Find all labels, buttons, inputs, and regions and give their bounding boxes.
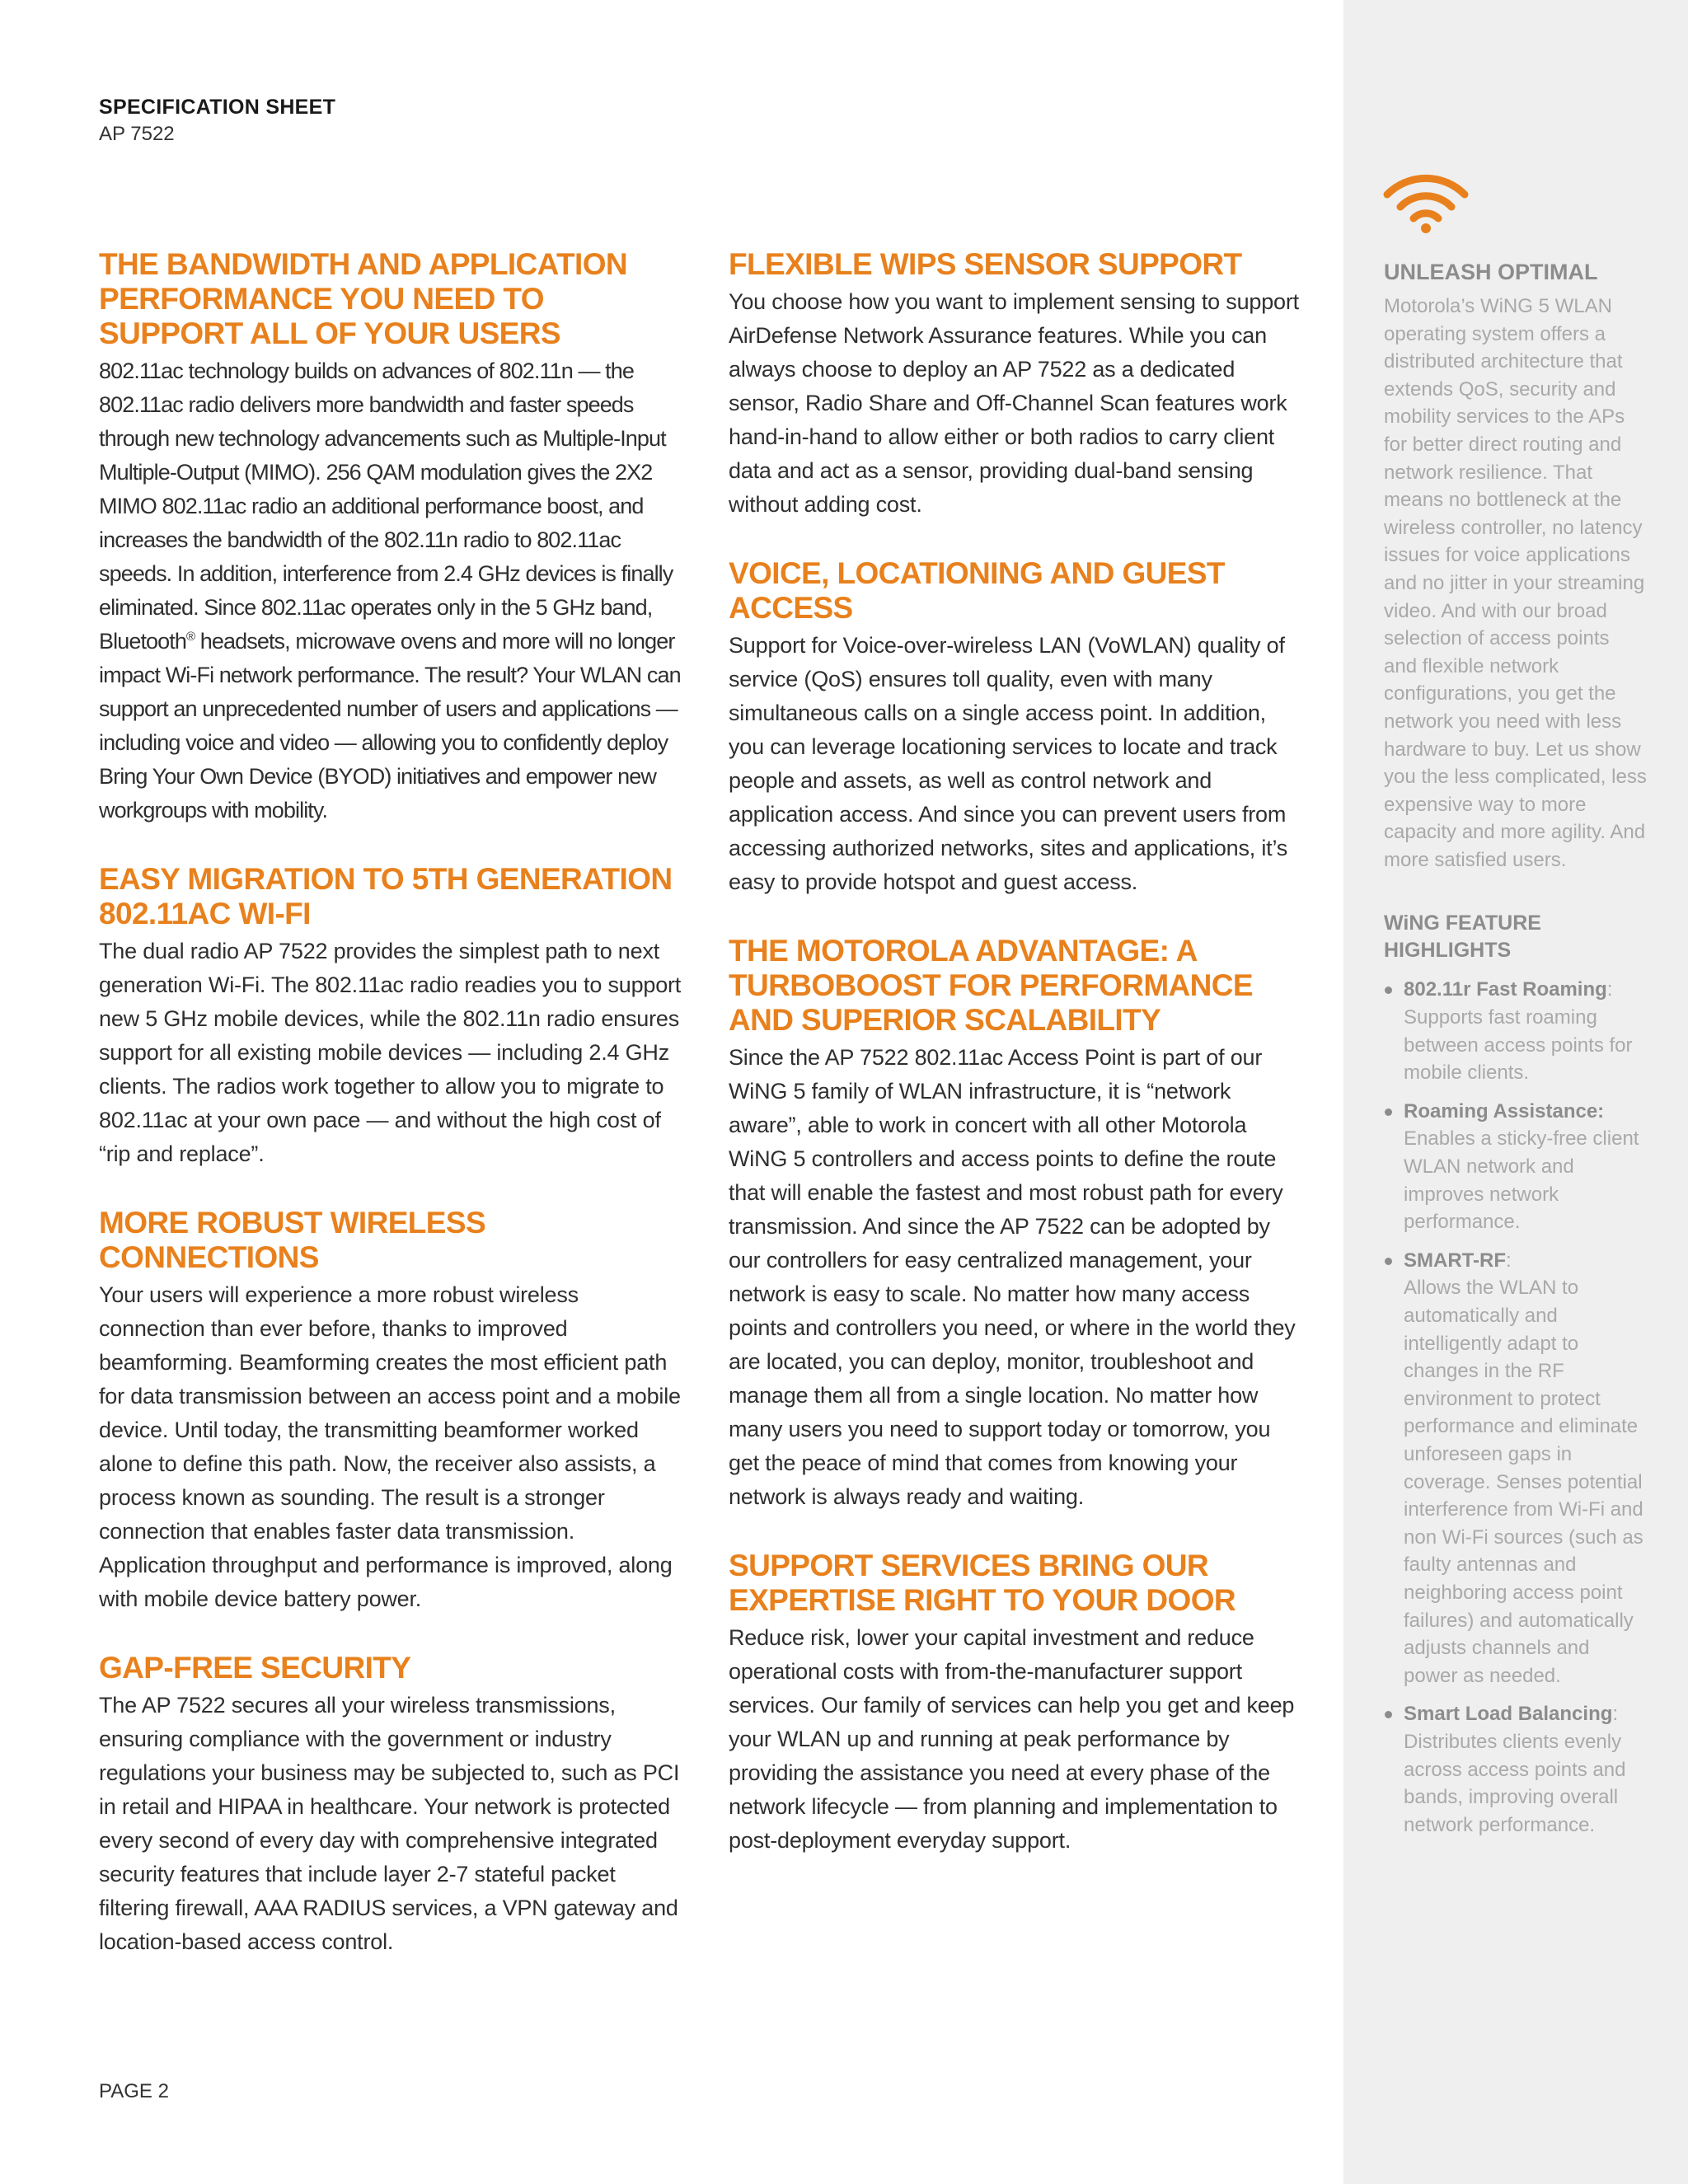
left-column (99, 247, 684, 1994)
section-heading: FLEXIBLE WIPS SENSOR SUPPORT (729, 247, 1242, 281)
section-body: The dual radio AP 7522 provides the simplest path to next generation Wi-Fi. The 802.11ac radio readies you to support new 5 GHz mobile devices, while the 802.11n radio ensures support for all existing mobile devices — including 2.4 GHz clients. The radios work together to allow you to migrate to 802.11ac at your own pace — and without the high cost of “rip and replace”. (99, 939, 682, 1166)
feature-desc: Allows the WLAN to automatically and intelligently adapt to changes in the RF environment to protect performance and eliminate unforeseen gaps in coverage. Senses potential interference from Wi-Fi and non Wi-Fi sources (such as faulty antennas and neighboring access point failures) and automatically adjusts channels and power as needed. (1404, 1277, 1643, 1687)
section-body: Support for Voice-over-wireless LAN (VoWLAN) quality of service (QoS) ensures toll quality, even with many simultaneous calls on a single access point. In addition, you can leverage locationing services to locate and track people and assets, as well as control network and application access. And since you can prevent users from accessing authorized networks, sites and applications, it’s easy to provide hotspot and guest access. (729, 633, 1288, 894)
section-wips-sensor (729, 247, 1306, 522)
section-heading: GAP-FREE SECURITY (99, 1651, 411, 1685)
feature-name: 802.11r Fast Roaming (1404, 978, 1607, 1001)
feature-item: 802.11r Fast Roaming: Supports fast roaming between access points for mobile clients. (1384, 976, 1648, 1086)
feature-desc: Supports fast roaming between access points for mobile clients. (1404, 1006, 1633, 1085)
section-body: Reduce risk, lower your capital investment and reduce operational costs with from-the-manufacturer support services. Our family of services can help you get and keep your WLAN up and running at peak performance by providing the assistance you need at every phase of the network lifecycle — from planning and implementation to post-deployment everyday support. (729, 1625, 1295, 1853)
feature-name: Smart Load Balancing (1404, 1703, 1613, 1726)
section-bandwidth (99, 247, 684, 827)
sidebar (1384, 170, 1648, 1849)
sidebar-heading: UNLEASH OPTIMAL (1384, 260, 1598, 284)
feature-item: Smart Load Balancing: Distributes clients evenly across access points and bands, improving overall network performance. (1384, 1700, 1648, 1839)
feature-desc: Distributes clients evenly across access points and bands, improving overall network performance. (1404, 1730, 1626, 1836)
sidebar-body: Motorola’s WiNG 5 WLAN operating system offers a distributed architecture that extends QoS, security and mobility services to the APs for better direct routing and network resilience. That means no bottleneck at the wireless controller, no latency issues for voice applications and no jitter in your streaming video. And with our broad selection of access points and flexible network configurations, you get the network you need with less hardware to buy. Let us show you the less complicated, less expensive way to more capacity and more agility. And more satisfied users. (1384, 295, 1647, 871)
wifi-icon (1381, 170, 1471, 234)
feature-name: SMART-RF (1404, 1249, 1506, 1272)
section-robust-connections (99, 1206, 684, 1616)
middle-column (729, 247, 1306, 1892)
section-body: Your users will experience a more robust wireless connection than ever before, thanks to improved beamforming. Beamforming creates the most efficient path for data transmission between an access point and a mobile device. Until today, the transmitting beamformer worked alone to define this path. Now, the receiver also assists, a process known as sounding. The result is a stronger connection that enables faster data transmission. Application throughput and performance is improved, along with mobile device battery power. (99, 1282, 681, 1611)
section-body: Since the AP 7522 802.11ac Access Point is part of our WiNG 5 family of WLAN infrastructure, it is “network aware”, able to work in concert with all other Motorola WiNG 5 controllers and access points to define the route that will enable the fastest and most robust path for every transmission. And since the AP 7522 can be adopted by our controllers for easy centralized management, your network is easy to scale. No matter how many access points and controllers you need, or where in the world they are located, you can deploy, monitor, troubleshoot and manage them all from a single location. No matter how many users you need to support today or tomorrow, you get the peace of mind that comes from knowing your network is always ready and waiting. (729, 1045, 1296, 1509)
features-heading: WiNG FEATURE HIGHLIGHTS (1384, 912, 1541, 963)
section-body: 802.11ac technology builds on advances of 802.11n — the 802.11ac radio delivers more bandwidth and faster speeds through new technology advancements such as Multiple-Input Multiple-Output (MIMO). 256 QAM modulation gives the 2X2 MIMO 802.11ac radio an additional performance boost, and increases the bandwidth of the 802.11n radio to 802.11ac speeds. In addition, interference from 2.4 GHz devices is finally eliminated. Since 802.11ac operates only in the 5 GHz band, Bluetooth® headsets, microwave ovens and more will no longer impact Wi-Fi network performance. The result? Your WLAN can support an unprecedented number of users and applications — including voice and video — allowing you to confidently deploy Bring Your Own Device (BYOD) initiatives and empower new workgroups with mobility. (99, 359, 681, 823)
section-support-services (729, 1549, 1306, 1858)
section-heading: THE BANDWIDTH AND APPLICATION PERFORMANCE YOU NEED TO SUPPORT ALL OF YOUR USERS (99, 247, 628, 350)
feature-name: Roaming Assistance: (1404, 1099, 1605, 1122)
section-heading: THE MOTOROLA ADVANTAGE: A TURBOBOOST FOR PERFORMANCE AND SUPERIOR SCALABILITY (729, 934, 1254, 1037)
section-gap-free-security (99, 1651, 684, 1959)
section-heading: MORE ROBUST WIRELESS CONNECTIONS (99, 1206, 486, 1274)
document-header (99, 96, 335, 146)
section-heading: VOICE, LOCATIONING AND GUEST ACCESS (729, 556, 1225, 625)
document-type: SPECIFICATION SHEET (99, 96, 336, 119)
section-heading: SUPPORT SERVICES BRING OUR EXPERTISE RIGHT TO YOUR DOOR (729, 1549, 1236, 1617)
feature-item: SMART-RF: Allows the WLAN to automatically and intelligently adapt to changes in the RF environment to protect performance and eliminate unforeseen gaps in coverage. Senses potential interference from Wi-Fi and non Wi-Fi sources (such as faulty antennas and neighboring access point failures) and automatically adjusts channels and power as needed. (1384, 1247, 1648, 1690)
section-heading: EASY MIGRATION TO 5TH GENERATION 802.11AC WI-FI (99, 862, 673, 930)
section-easy-migration (99, 862, 684, 1171)
feature-item (1384, 1098, 1648, 1236)
section-voice-locationing (729, 556, 1306, 899)
page-number: PAGE 2 (99, 2080, 169, 2102)
section-motorola-advantage (729, 934, 1306, 1514)
product-model: AP 7522 (99, 123, 175, 145)
feature-desc: Enables a sticky-free client WLAN network and improves network performance. (1404, 1127, 1639, 1234)
features-list (1384, 976, 1648, 1839)
registered-mark: ® (186, 630, 195, 644)
section-body: You choose how you want to implement sensing to support AirDefense Network Assurance features. While you can always choose to deploy an AP 7522 as a dedicated sensor, Radio Share and Off-Channel Scan features work hand-in-hand to allow either or both radios to carry client data and act as a sensor, providing dual-band sensing without adding cost. (729, 289, 1299, 517)
section-body: The AP 7522 secures all your wireless transmissions, ensuring compliance with the government or industry regulations your business may be subjected to, such as PCI in retail and HIPAA in healthcare. Your network is protected every second of every day with comprehensive integrated security features that include layer 2-7 stateful packet filtering firewall, AAA RADIUS services, a VPN gateway and location-based access control. (99, 1693, 680, 1954)
